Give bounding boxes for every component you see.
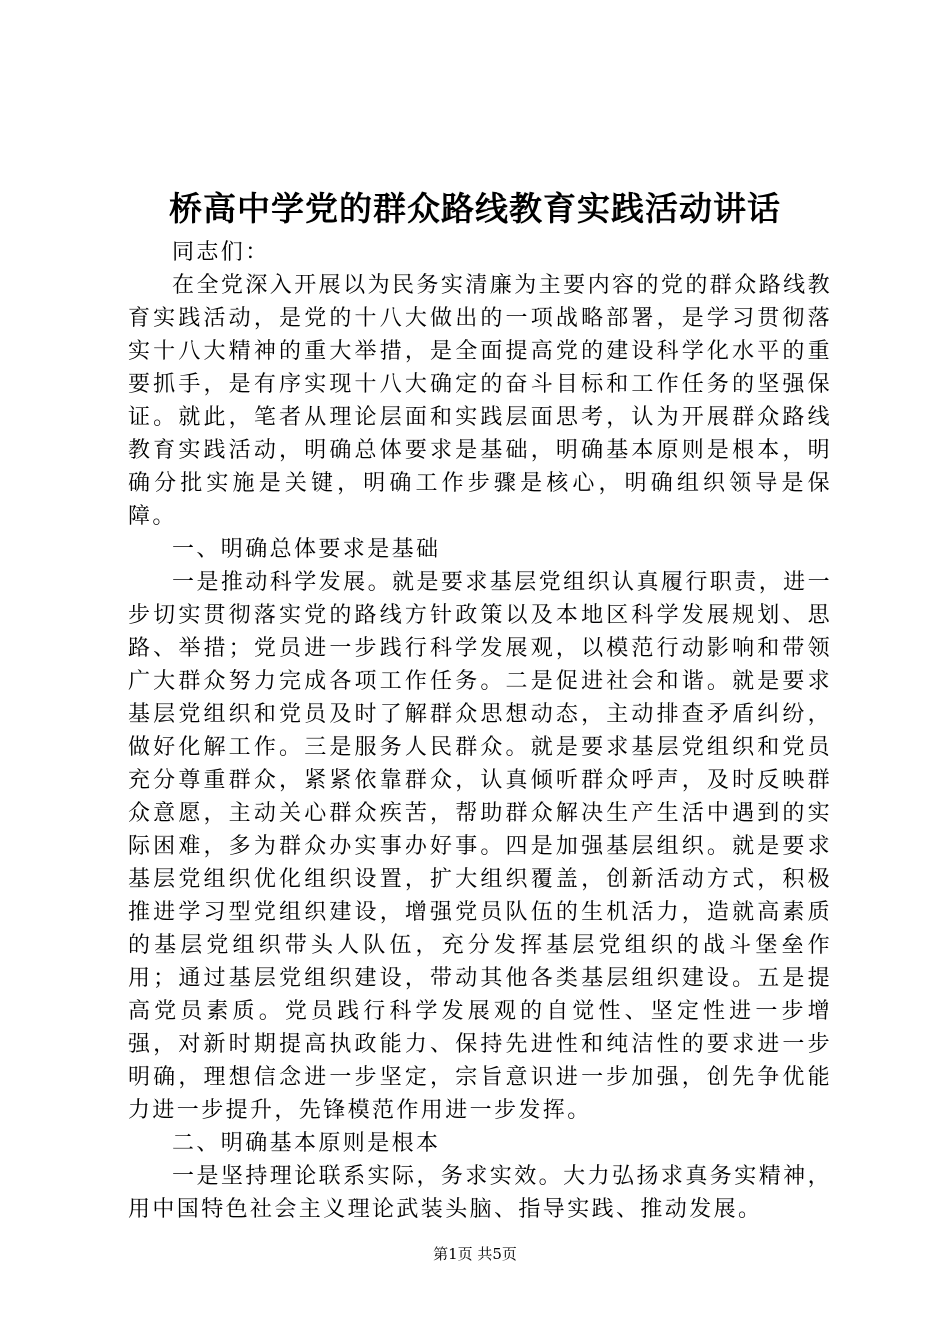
document-body — [128, 236, 832, 1226]
section-heading-1: 一、明确总体要求是基础 — [172, 537, 441, 562]
document-title: 桥高中学党的群众路线教育实践活动讲话 — [169, 189, 781, 228]
paragraph-section-1: 一是推动科学发展。就是要求基层党组织认真履行职责，进一步切实贯彻落实党的路线方针政策以及本地区科学发展规划、思路、举措；党员进一步践行科学发展观，以模范行动影响和带领广大群众努力完成各项工作任务。二是促进社会和谐。就是要求基层党组织和党员及时了解群众思想动态，主动排查矛盾纠纷，做好化解工作。三是服务人民群众。就是要求基层党组织和党员充分尊重群众，紧紧依靠群众，认真倾听群众呼声，及时反映群众意愿，主动关心群众疾苦，帮助群众解决生产生活中遇到的实际困难，多为群众办实事办好事。四是加强基层组织。就是要求基层党组织优化组织设置，扩大组织覆盖，创新活动方式，积极推进学习型党组织建设，增强党员队伍的生机活力，造就高素质的基层党组织带头人队伍，充分发挥基层党组织的战斗堡垒作用；通过基层党组织建设，带动其他各类基层组织建设。五是提高党员素质。党员践行科学发展观的自觉性、坚定性进一步增强，对新时期提高执政能力、保持先进性和纯洁性的要求进一步明确，理想信念进一步坚定，宗旨意识进一步加强，创先争优能力进一步提升，先锋模范作用进一步发挥。 — [128, 570, 832, 1123]
page-footer: 第1页 共5页 — [433, 1245, 517, 1263]
paragraph-section-2: 一是坚持理论联系实际，务求实效。大力弘扬求真务实精神，用中国特色社会主义理论武装头脑、指导实践、推动发展。 — [128, 1164, 832, 1222]
paragraph-intro: 在全党深入开展以为民务实清廉为主要内容的党的群众路线教育实践活动，是党的十八大做出的一项战略部署，是学习贯彻落实十八大精神的重大举措，是全面提高党的建设科学化水平的重要抓手，是有序实现十八大确定的奋斗目标和工作任务的坚强保证。就此，笔者从理论层面和实践层面思考，认为开展群众路线教育实践活动，明确总体要求是基础，明确基本原则是根本，明确分批实施是关键，明确工作步骤是核心，明确组织领导是保障。 — [128, 273, 832, 529]
salutation: 同志们： — [172, 240, 270, 265]
section-heading-2: 二、明确基本原则是根本 — [172, 1131, 441, 1156]
